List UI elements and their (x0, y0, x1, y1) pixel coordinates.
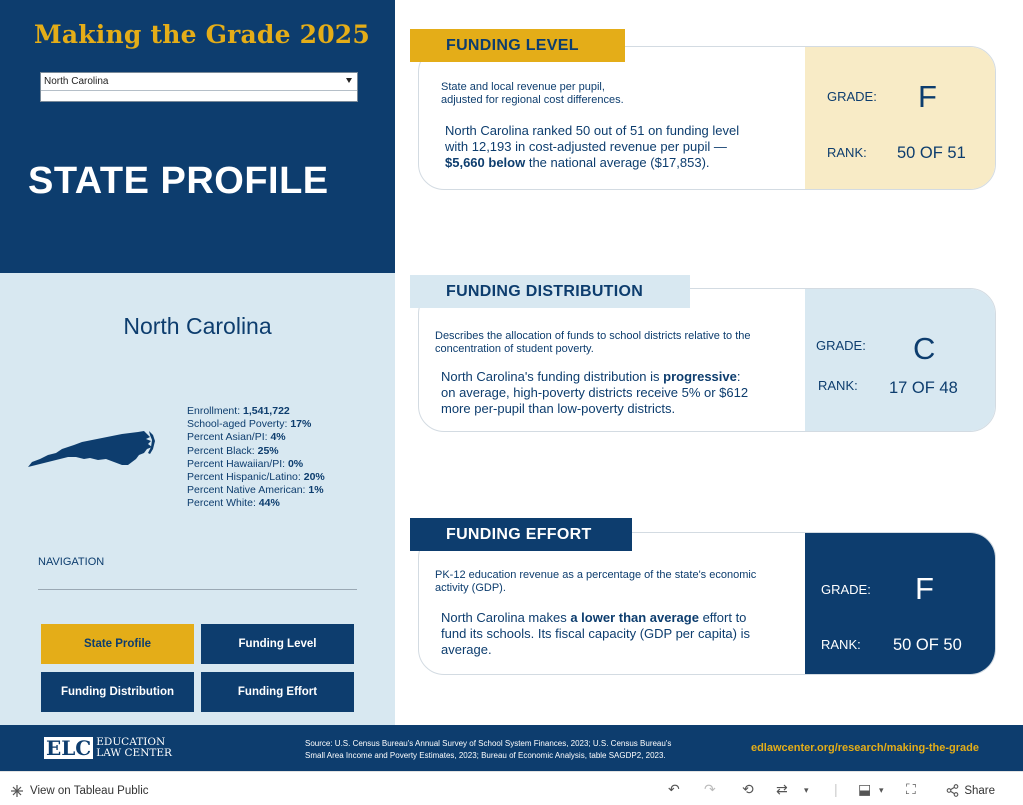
tableau-logo-icon (10, 784, 24, 798)
tableau-toolbar (0, 771, 1023, 805)
source-note: Source: U.S. Census Bureau's Annual Survey of School System Finances, 2023; U.S. Census Bureau's Small Area Income and Poverty Estimates, 2023; Bureau of Economic Analysis, table SAGDP2, 2023. (305, 739, 672, 760)
funding-distribution-description: Describes the allocation of funds to school districts relative to the concentration of student poverty. (435, 330, 751, 355)
funding-distribution-card (418, 288, 996, 432)
state-select[interactable] (40, 72, 358, 102)
nav-funding-distribution-button[interactable]: Funding Distribution (41, 672, 194, 712)
stat-poverty: School-aged Poverty: 17% (187, 418, 312, 431)
rank-value: 17 OF 48 (889, 379, 958, 397)
refresh-dropdown-icon[interactable]: ▾ (804, 785, 809, 795)
funding-effort-text: North Carolina makes a lower than average effort to fund its schools. Its fiscal capacity (GDP per capita) is average. (441, 610, 750, 657)
funding-distribution-grade-box (805, 289, 995, 431)
stat-white: Percent White: 44% (187, 497, 280, 510)
divider: | (834, 781, 838, 797)
stat-native-american: Percent Native American: 1% (187, 484, 324, 497)
page-title: STATE PROFILE (28, 160, 329, 202)
funding-level-text: North Carolina ranked 50 out of 51 on funding level with 12,193 in cost-adjusted revenue per pupil — $5,660 below the national average ($17,853). (445, 123, 740, 170)
funding-level-card (418, 46, 996, 190)
grade-label: GRADE: (816, 338, 866, 353)
funding-level-description: State and local revenue per pupil, adjusted for regional cost differences. (441, 81, 624, 106)
funding-distribution-tag: FUNDING DISTRIBUTION (410, 275, 690, 308)
grade-label: GRADE: (821, 582, 871, 597)
state-stats (187, 405, 325, 511)
grade-label: GRADE: (827, 89, 877, 104)
funding-level-grade-box (805, 47, 995, 189)
rank-label: RANK: (827, 145, 867, 160)
redo-icon[interactable]: ↷ (704, 781, 716, 797)
fullscreen-icon[interactable]: ⛶ (906, 781, 916, 797)
view-on-tableau-link[interactable]: View on Tableau Public (10, 784, 149, 798)
undo-icon[interactable]: ↶ (668, 781, 680, 797)
header-panel (0, 0, 395, 273)
grade-value: F (918, 79, 937, 114)
state-map-icon (26, 429, 156, 469)
nav-state-profile-button[interactable]: State Profile (41, 624, 194, 664)
stat-asian: Percent Asian/PI: 4% (187, 431, 286, 444)
funding-level-tag: FUNDING LEVEL (410, 29, 625, 62)
stat-enrollment: Enrollment: 1,541,722 (187, 405, 290, 417)
download-icon[interactable]: ⬓ (858, 781, 872, 797)
revert-icon[interactable]: ⟲ (742, 781, 754, 797)
share-icon (946, 784, 959, 797)
funding-effort-card (418, 532, 996, 675)
chevron-down-icon[interactable] (346, 78, 352, 83)
stat-hispanic: Percent Hispanic/Latino: 20% (187, 471, 325, 484)
funding-distribution-text: North Carolina's funding distribution is progressive: on average, high-poverty districts receive 5% or $612 more per-pupil than low-poverty districts. (441, 369, 749, 416)
state-select-value[interactable]: North Carolina (41, 73, 357, 91)
rank-label: RANK: (818, 378, 858, 393)
funding-effort-grade-box (805, 533, 995, 674)
funding-effort-tag: FUNDING EFFORT (410, 518, 632, 551)
nav-funding-level-button[interactable]: Funding Level (201, 624, 354, 664)
rank-value: 50 OF 50 (893, 636, 962, 654)
rank-value: 50 OF 51 (897, 144, 966, 162)
download-dropdown-icon[interactable]: ▾ (879, 785, 884, 795)
grade-value: F (915, 571, 934, 606)
rank-label: RANK: (821, 637, 861, 652)
state-summary-panel (0, 273, 395, 725)
stat-hawaiian: Percent Hawaiian/PI: 0% (187, 457, 304, 470)
refresh-icon[interactable]: ⇄ (776, 781, 788, 797)
stat-black: Percent Black: 25% (187, 444, 279, 457)
site-link[interactable]: edlawcenter.org/research/making-the-grade (750, 742, 979, 754)
state-name: North Carolina (123, 313, 272, 339)
grade-value: C (913, 331, 936, 366)
divider (38, 589, 357, 590)
app-title: Making the Grade 2025 (34, 20, 370, 49)
nav-funding-effort-button[interactable]: Funding Effort (201, 672, 354, 712)
funding-effort-description: PK-12 education revenue as a percentage of the state's economic activity (GDP). (435, 569, 757, 594)
share-button[interactable]: Share (946, 784, 995, 797)
footer (0, 725, 1023, 771)
elc-logo: ELC EDUCATION LAW CENTER (46, 736, 172, 760)
navigation-label: NAVIGATION (38, 556, 105, 568)
